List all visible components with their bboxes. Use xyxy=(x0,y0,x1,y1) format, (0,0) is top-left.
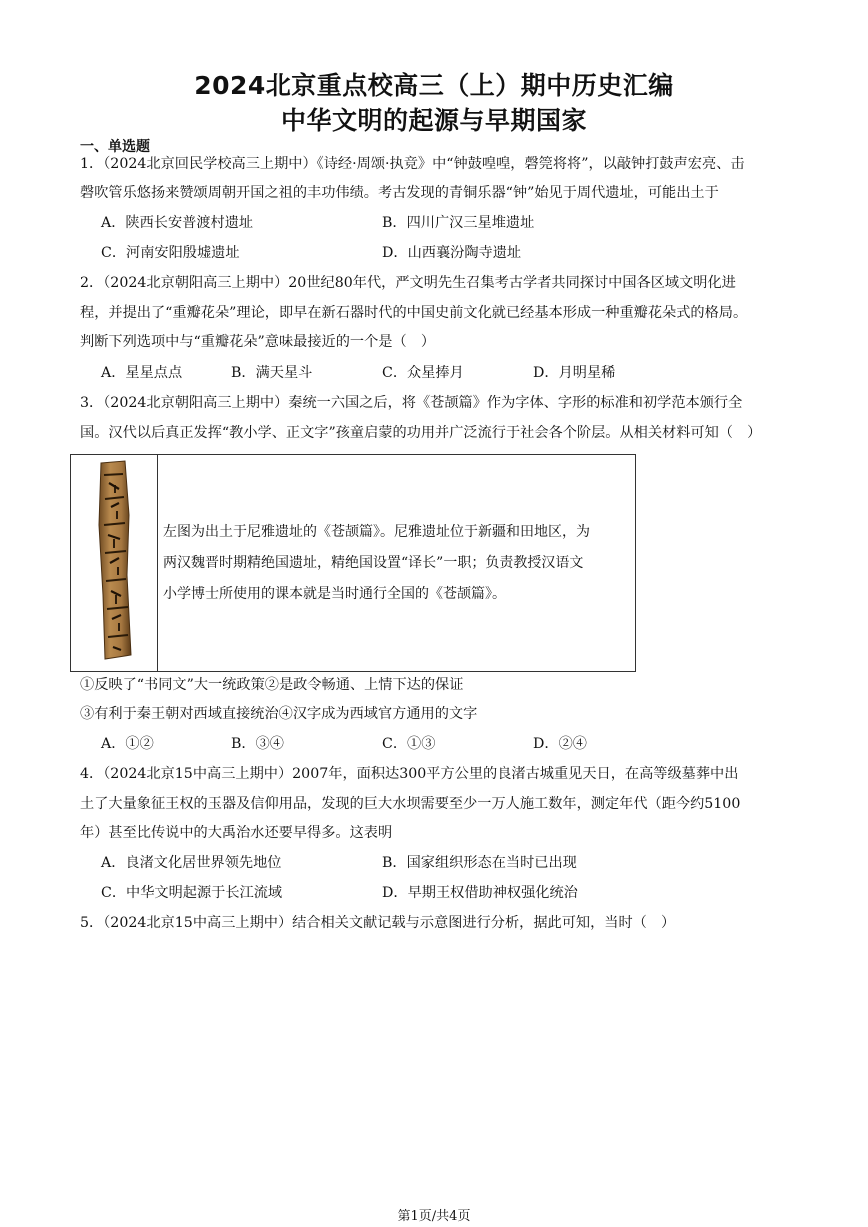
question-4-option-c[interactable]: C．中华文明起源于长江流域 xyxy=(101,885,283,901)
question-4-line-1: 4．（2024北京15中高三上期中）2007年，面积达300平方公里的良渚古城重见天日，在高等级墓葬中出 xyxy=(80,766,739,782)
question-3-option-d[interactable]: D．②④ xyxy=(533,736,587,752)
question-1-option-a[interactable]: A．陕西长安普渡村遗址 xyxy=(101,215,254,231)
question-3-option-b[interactable]: B．③④ xyxy=(231,736,284,752)
question-2-option-b[interactable]: B．满天星斗 xyxy=(231,365,313,381)
page-footer: 第1页/共4页 xyxy=(397,1209,471,1224)
question-1-line-2: 磬吹管乐悠扬来赞颂周朝开国之祖的丰功伟绩。考古发现的青铜乐器“钟”始见于周代遗址，可能出土于 xyxy=(80,185,719,201)
question-1-line-1: 1．（2024北京回民学校高三上期中）《诗经·周颂·执竞》中“钟鼓喤喤，磬筦将将”，以敲钟打鼓声宏亮、击 xyxy=(80,156,745,172)
material-line-2: 两汉魏晋时期精绝国遗址，精绝国设置“译长”一职；负责教授汉语文 xyxy=(163,555,584,571)
section-heading: 一、单选题 xyxy=(80,139,150,155)
question-3-option-a[interactable]: A．①② xyxy=(101,736,154,752)
question-2-line-2: 程，并提出了“重瓣花朵”理论，即早在新石器时代的中国史前文化就已经基本形成一种重瓣花朵式的格局。 xyxy=(80,305,748,321)
question-5-line-1: 5．（2024北京15中高三上期中）结合相关文献记载与示意图进行分析，据此可知，当时（ ） xyxy=(80,915,676,931)
question-4-line-3: 年）甚至比传说中的大禹治水还要早得多。这表明 xyxy=(80,825,393,841)
question-3-statement-2: ③有利于秦王朝对西域直接统治④汉字成为西域官方通用的文字 xyxy=(80,706,478,722)
question-3-line-1: 3．（2024北京朝阳高三上期中）秦统一六国之后，将《苍颉篇》作为字体、字形的标准和初学范本颁行全 xyxy=(80,395,743,411)
material-table xyxy=(70,454,636,672)
question-2-option-a[interactable]: A．星星点点 xyxy=(101,365,183,381)
question-2-option-d[interactable]: D．月明星稀 xyxy=(533,365,616,381)
question-4-line-2: 土了大量象征王权的玉器及信仰用品，发现的巨大水坝需要至少一万人施工数年，测定年代（距今约5100 xyxy=(80,796,741,812)
question-4-option-d[interactable]: D．早期王权借助神权强化统治 xyxy=(382,885,578,901)
question-2-line-1: 2．（2024北京朝阳高三上期中）20世纪80年代，严文明先生召集考古学者共同探讨中国各区域文明化进 xyxy=(80,275,736,291)
question-2-line-3: 判断下列选项中与“重瓣花朵”意味最接近的一个是（ ） xyxy=(80,334,436,350)
doc-title: 2024北京重点校高三（上）期中历史汇编 xyxy=(194,71,674,100)
material-line-1: 左图为出土于尼雅遗址的《苍颉篇》。尼雅遗址位于新疆和田地区，为 xyxy=(163,524,590,540)
material-text xyxy=(163,517,631,610)
doc-subtitle: 中华文明的起源与早期国家 xyxy=(280,106,587,135)
question-2-option-c[interactable]: C．众星捧月 xyxy=(382,365,464,381)
question-3-line-2: 国。汉代以后真正发挥“教小学、正文字”孩童启蒙的功用并广泛流行于社会各个阶层。从相关材料可知（ ） xyxy=(80,425,762,441)
material-line-3: 小学博士所使用的课本就是当时通行全国的《苍颉篇》。 xyxy=(163,586,506,602)
question-1-option-c[interactable]: C．河南安阳殷墟遗址 xyxy=(101,245,240,261)
question-1-option-d[interactable]: D．山西襄汾陶寺遗址 xyxy=(382,245,522,261)
bamboo-slip-image xyxy=(71,455,158,671)
question-1-option-b[interactable]: B．四川广汉三星堆遗址 xyxy=(382,215,535,231)
question-3-statement-1: ①反映了“书同文”大一统政策②是政令畅通、上情下达的保证 xyxy=(80,677,464,693)
question-4-option-b[interactable]: B．国家组织形态在当时已出现 xyxy=(382,855,577,871)
question-4-option-a[interactable]: A．良渚文化居世界领先地位 xyxy=(101,855,282,871)
question-3-option-c[interactable]: C．①③ xyxy=(382,736,436,752)
